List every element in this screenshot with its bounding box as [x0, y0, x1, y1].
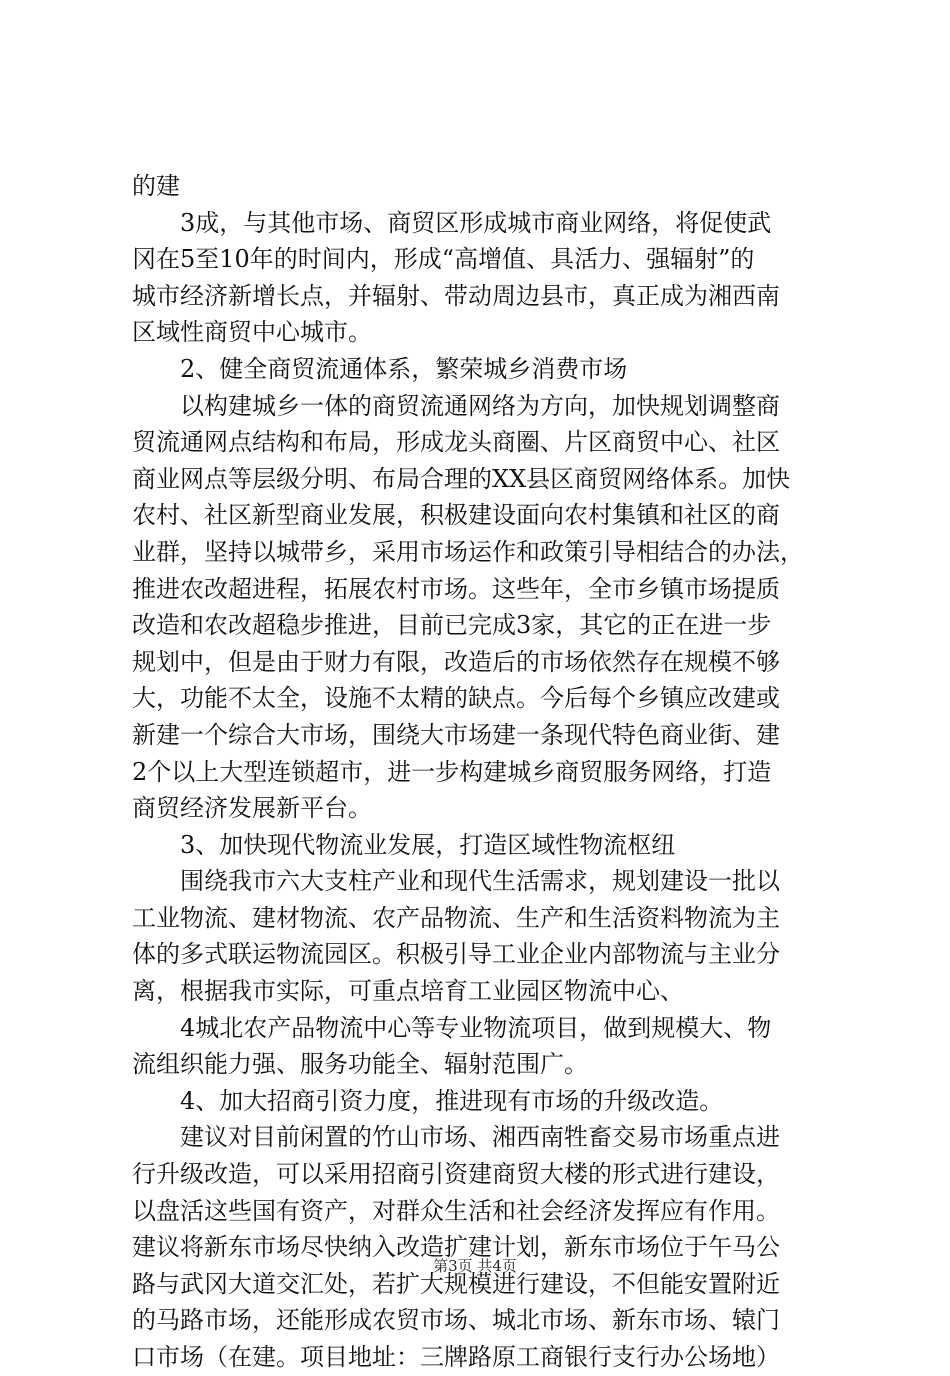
text-line: 的马路市场，还能形成农贸市场、城北市场、新东市场、辕门: [132, 1306, 780, 1335]
text-line: 建议对目前闲置的竹山市场、湘西南牲畜交易市场重点进: [180, 1123, 780, 1152]
text-line: 改造和农改超稳步推进，目前已完成3家，其它的正在进一步: [132, 611, 772, 640]
text-line: 区域性商贸中心城市。: [132, 318, 372, 347]
text-line: 商贸经济发展新平台。: [132, 794, 372, 823]
text-line: 围绕我市六大支柱产业和现代生活需求，规划建设一批以: [180, 867, 780, 896]
text-line: 体的多式联运物流园区。积极引导工业企业内部物流与主业分: [132, 940, 780, 969]
text-line: 口市场（在建。项目地址：三牌路原工商银行支行办公场地）: [132, 1343, 780, 1371]
text-line: 业群，坚持以城带乡，采用市场运作和政策引导相结合的办法，: [132, 537, 804, 566]
text-line: 规划中，但是由于财力有限，改造后的市场依然存在规模不够: [132, 647, 780, 676]
text-line: 2个以上大型连锁超市，进一步构建城乡商贸服务网络，打造: [132, 757, 772, 786]
text-line: 商业网点等层级分明、布局合理的XX县区商贸网络体系。加快: [132, 464, 791, 493]
text-line: 离，根据我市实际，可重点培育工业园区物流中心、: [132, 977, 684, 1006]
text-line: 大，功能不太全，设施不太精的缺点。今后每个乡镇应改建或: [132, 684, 780, 713]
document-body: [132, 168, 832, 1376]
text-line: 以盘活这些国有资产，对群众生活和社会经济发挥应有作用。: [132, 1196, 780, 1225]
text-line: 冈在5至10年的时间内，形成“高增值、具活力、强辐射”的: [132, 245, 755, 274]
text-line: 以构建城乡一体的商贸流通网络为方向，加快规划调整商: [180, 391, 780, 420]
text-line: 2、健全商贸流通体系，繁荣城乡消费市场: [180, 354, 628, 383]
text-line: 4城北农产品物流中心等专业物流项目，做到规模大、物: [180, 1013, 772, 1042]
text-line: 农村、社区新型商业发展，积极建设面向农村集镇和社区的商: [132, 501, 780, 530]
text-line: 的建: [132, 172, 180, 200]
text-line: 路与武冈大道交汇处，若扩大规模进行建设，不但能安置附近: [132, 1269, 780, 1298]
text-line: 建议将新东市场尽快纳入改造扩建计划，新东市场位于午马公: [132, 1233, 780, 1262]
text-line: 流组织能力强、服务功能全、辐射范围广。: [132, 1050, 588, 1079]
text-line: 城市经济新增长点，并辐射、带动周边县市，真正成为湘西南: [132, 281, 780, 310]
text-line: 贸流通网点结构和布局，形成龙头商圈、片区商贸中心、社区: [132, 428, 780, 457]
text-line: 新建一个综合大市场，围绕大市场建一条现代特色商业街、建: [132, 720, 780, 749]
text-line: 行升级改造，可以采用招商引资建商贸大楼的形式进行建设，: [132, 1160, 780, 1189]
text-line: 4、加大招商引资力度，推进现有市场的升级改造。: [180, 1086, 724, 1115]
text-line: 3成，与其他市场、商贸区形成城市商业网络，将促使武: [180, 208, 772, 237]
page-footer: 第3页 共4页: [433, 1257, 517, 1275]
text-line: 工业物流、建材物流、农产品物流、生产和生活资料物流为主: [132, 903, 780, 932]
text-line: 推进农改超进程，拓展农村市场。这些年，全市乡镇市场提质: [132, 574, 780, 603]
text-line: 3、加快现代物流业发展，打造区域性物流枢纽: [180, 830, 676, 859]
